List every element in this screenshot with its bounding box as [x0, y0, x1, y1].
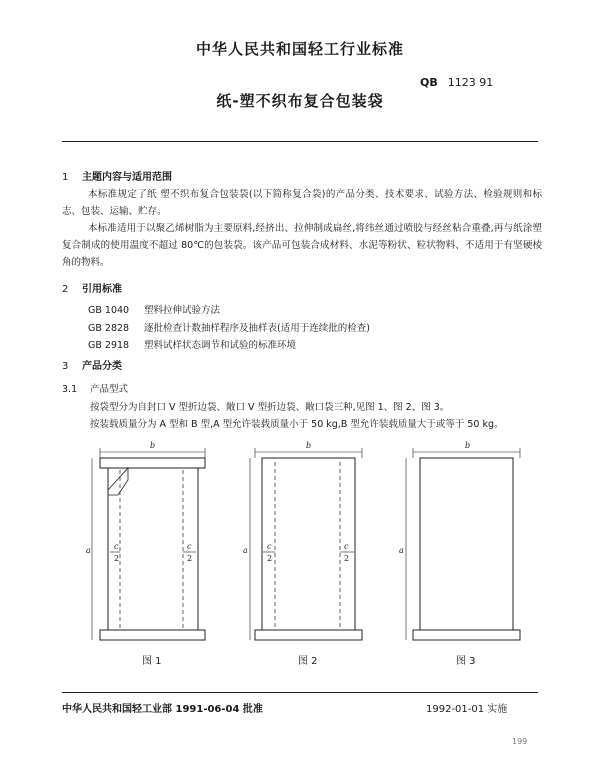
reference-code: GB 2828	[88, 323, 130, 334]
reference-code: GB 2918	[88, 340, 130, 351]
dim-label-c: c	[267, 542, 272, 551]
document-title: 纸-塑不织布复合包装袋	[216, 92, 384, 110]
section-number: 3	[62, 361, 69, 372]
dim-label-a: a	[399, 546, 404, 555]
effective-date: 1992-01-01 实施	[426, 704, 508, 715]
subsection-title: 产品型式	[90, 384, 129, 395]
dim-label-b: b	[306, 441, 312, 450]
dim-label-c: c	[344, 542, 349, 551]
section-3-paragraph-1: 按袋型分为自封口 V 型折边袋、敞口 V 型折边袋、敞口袋三种,见图 1、图 2、图 3。	[90, 402, 450, 413]
standard-number-value: 1123 91	[447, 76, 494, 89]
top-strip	[100, 458, 205, 468]
bag-body	[108, 468, 198, 630]
section-1-paragraph-1: 本标准规定了纸 塑不织布复合包装袋(以下简称复合袋)的产品分类、技术要求、试验方法、检验规则和标志、包装、运输、贮存。	[62, 189, 542, 217]
dim-label-b: b	[465, 441, 471, 450]
bottom-strip	[413, 630, 520, 640]
valve-flap	[108, 468, 128, 495]
reference-title: 塑料拉伸试验方法	[144, 305, 221, 316]
dim-label-a: a	[243, 546, 248, 555]
section-1-paragraph-2: 本标准适用于以聚乙烯树脂为主要原料,经挤出、拉伸制成扁丝,将纬丝通过喷胶与经丝粘合重叠,再与纸涂塑复合制成的使用温度不超过 80℃的包装袋。该产品可包装合成材料、水泥等粉状、粒状物料、不适用于有坚硬棱角的物料。	[62, 223, 542, 268]
section-number: 2	[62, 284, 69, 295]
figure-3-caption: 图 3	[456, 656, 476, 667]
section-title: 产品分类	[82, 361, 122, 372]
dim-label-2: 2	[267, 554, 273, 563]
bottom-strip	[255, 630, 362, 640]
section-number: 1	[62, 172, 69, 183]
approval-authority: 中华人民共和国轻工业部 1991-06-04 批准	[62, 704, 263, 715]
dim-label-2: 2	[187, 554, 193, 563]
bag-body	[420, 458, 513, 630]
subsection-number: 3.1	[62, 384, 78, 395]
page-number: 199	[512, 737, 528, 746]
figure-1-caption: 图 1	[142, 656, 162, 667]
reference-code: GB 1040	[88, 305, 130, 316]
dim-label-2: 2	[114, 554, 120, 563]
reference-title: 逐批检查计数抽样程序及抽样表(适用于连续批的检查)	[144, 323, 370, 334]
dim-label-c: c	[114, 542, 119, 551]
dim-label-c: c	[187, 542, 192, 551]
section-title: 引用标准	[82, 284, 122, 295]
standard-code: QB	[420, 76, 438, 89]
section-title: 主题内容与适用范围	[82, 172, 172, 183]
bag-body	[262, 458, 355, 630]
footer-divider	[62, 692, 538, 693]
dim-label-2: 2	[344, 554, 350, 563]
figure-3-drawing	[406, 448, 520, 640]
bottom-strip	[100, 630, 205, 640]
section-3-paragraph-2: 按装载质量分为 A 型和 B 型,A 型允许装载质量小于 50 kg,B 型允许装载质量大于或等于 50 kg。	[90, 419, 504, 430]
standard-category-title: 中华人民共和国轻工行业标准	[195, 40, 404, 58]
dim-label-a: a	[86, 546, 91, 555]
figure-2-caption: 图 2	[298, 656, 318, 667]
reference-title: 塑料试样状态调节和试验的标准环境	[144, 340, 297, 351]
dim-label-b: b	[150, 441, 156, 450]
